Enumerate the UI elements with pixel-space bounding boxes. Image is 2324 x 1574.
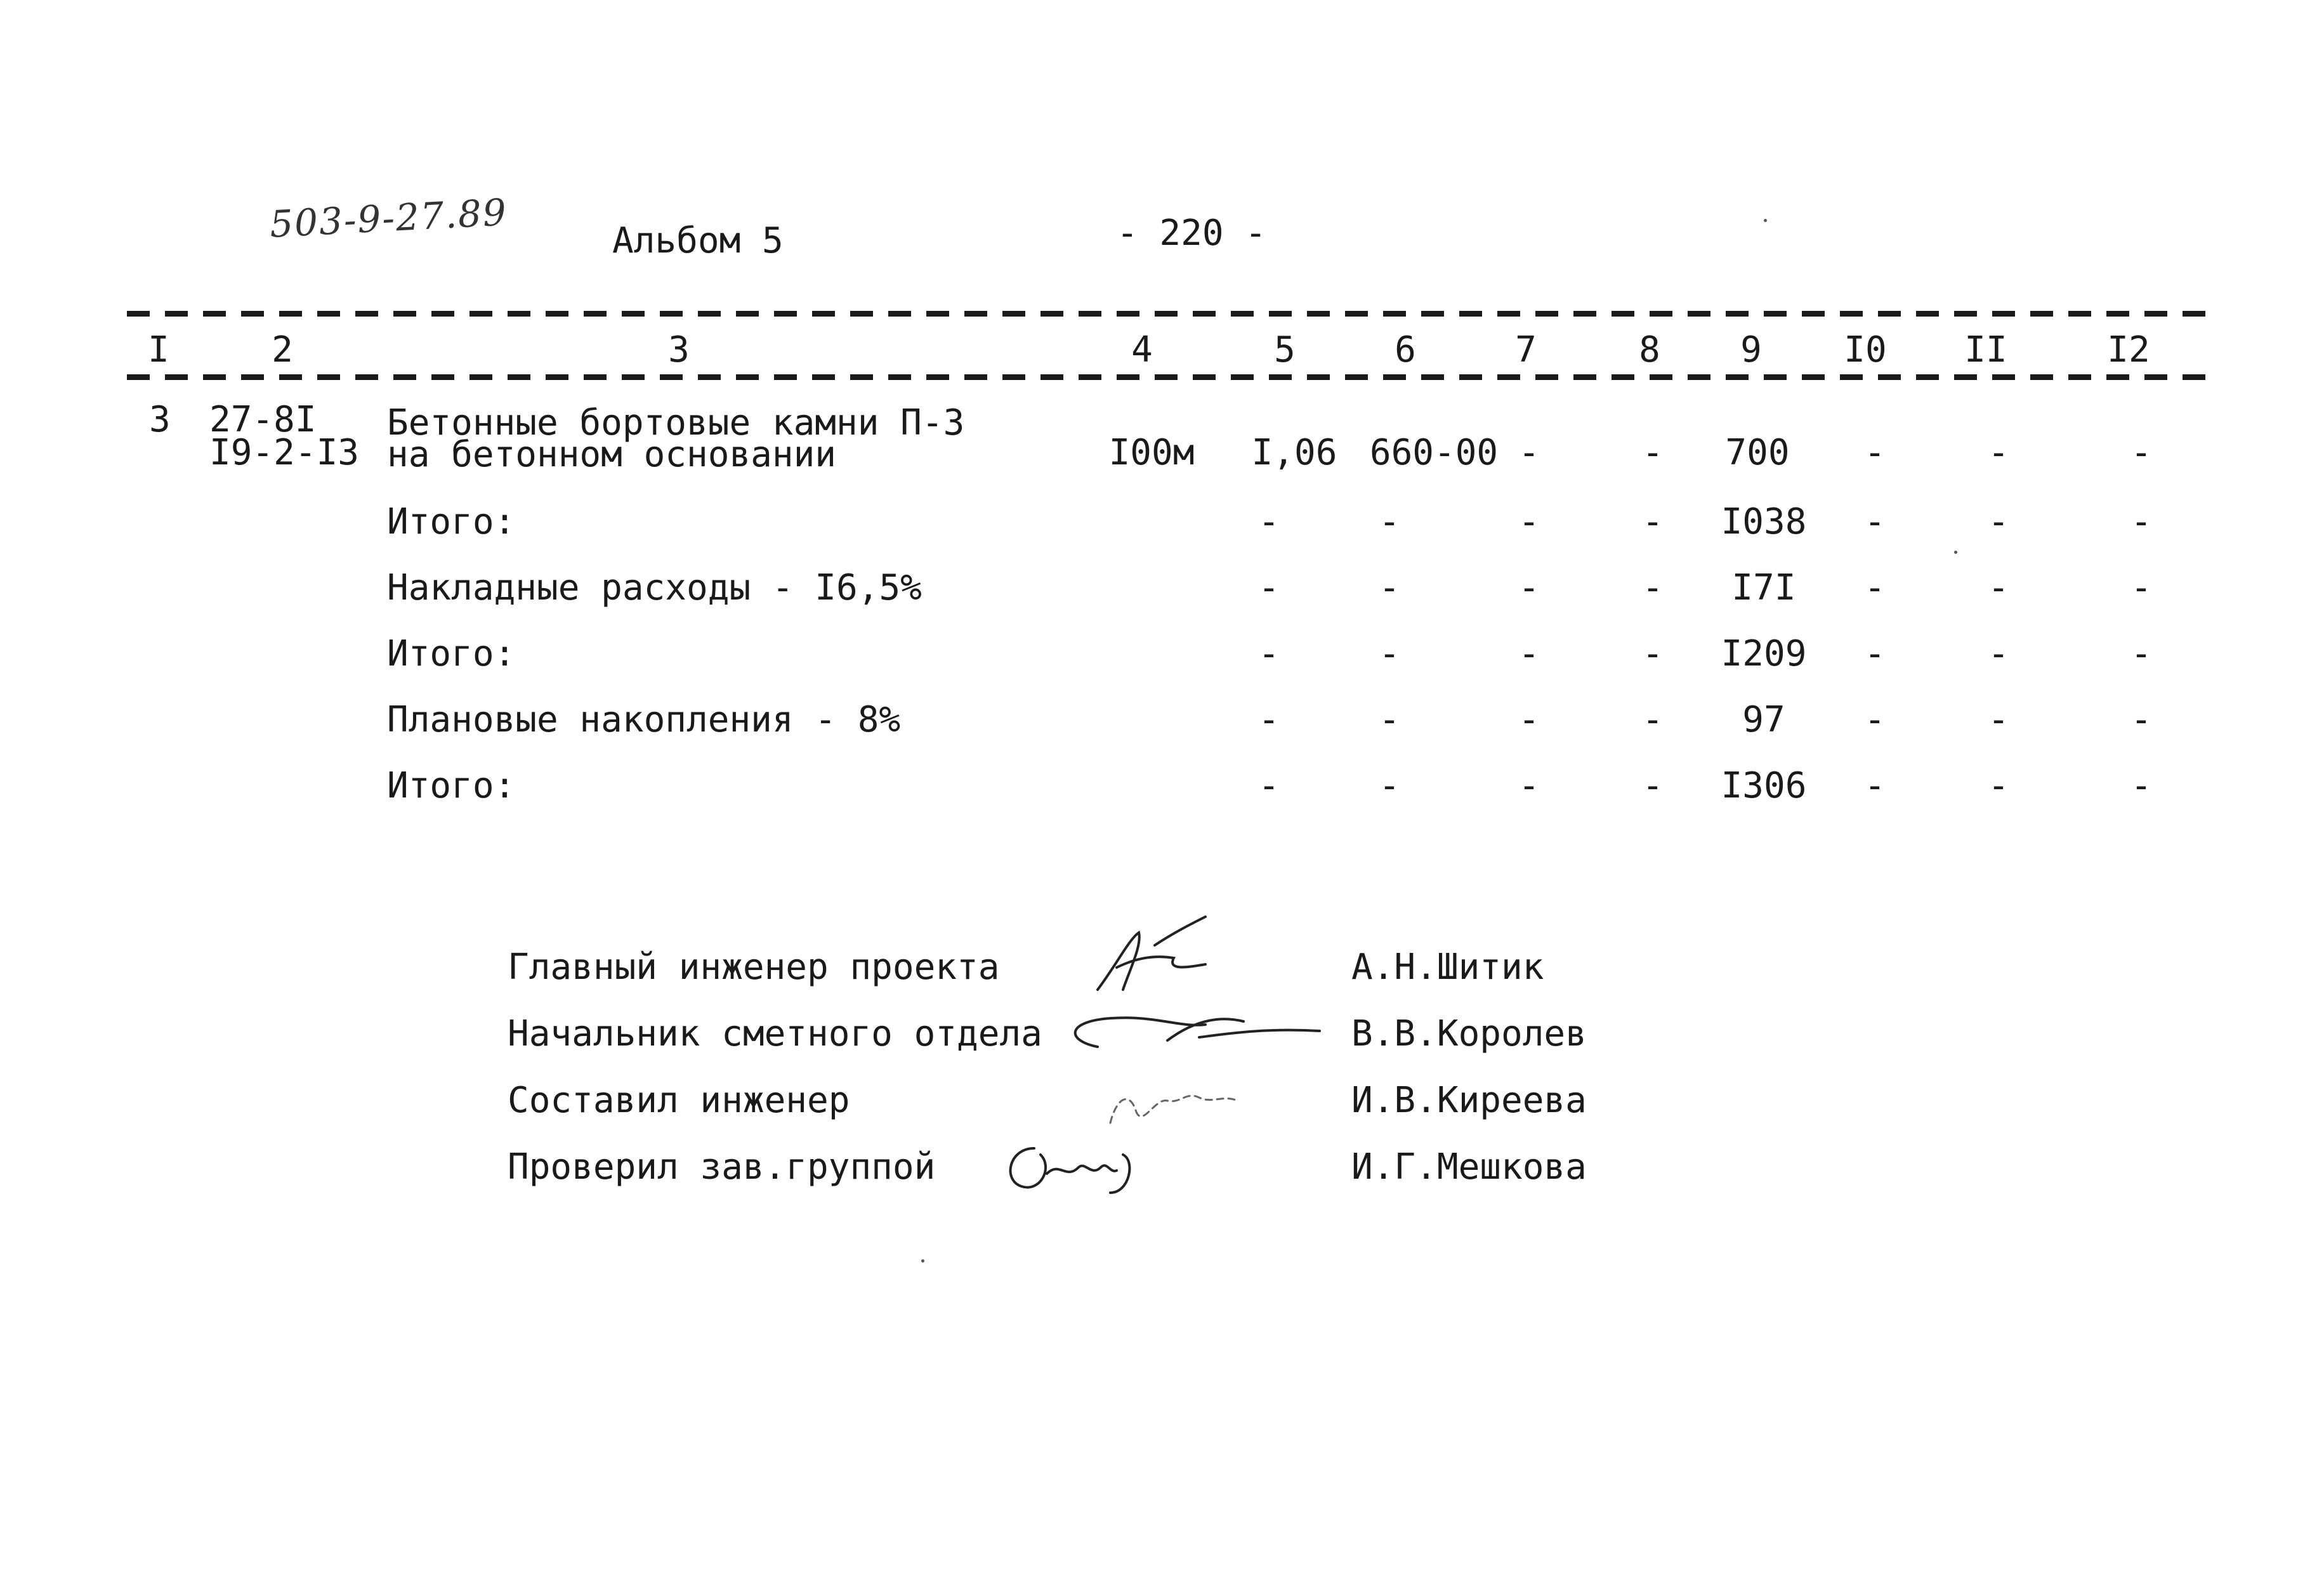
row-cell-c8: - <box>1642 699 1664 740</box>
item-number: 3 <box>149 399 171 440</box>
column-header: I2 <box>2107 329 2150 371</box>
item-code-line1: 27-8I <box>209 399 317 440</box>
document-code: 503-9-27.89 <box>268 190 509 246</box>
column-header: I <box>148 329 169 371</box>
item-c7: - <box>1518 432 1540 473</box>
row-cell-c8: - <box>1642 765 1664 806</box>
row-label: Итого: <box>387 501 516 542</box>
row-cell-c7: - <box>1518 501 1540 542</box>
album-title: Альбом 5 <box>612 220 784 261</box>
row-cell-c8: - <box>1642 567 1664 608</box>
item-price: 660-00 <box>1369 432 1499 473</box>
item-c9: 700 <box>1725 432 1790 473</box>
column-header: 2 <box>272 329 293 371</box>
item-qty: I,06 <box>1251 432 1337 473</box>
column-header: 8 <box>1639 329 1660 371</box>
item-c10: - <box>1864 432 1886 473</box>
row-cell-c11: - <box>1988 765 2009 806</box>
row-cell-c7: - <box>1518 699 1540 740</box>
row-cell-c10: - <box>1864 501 1886 542</box>
signature-role: Составил инженер <box>508 1080 850 1121</box>
column-header: 7 <box>1515 329 1537 371</box>
column-header: 9 <box>1740 329 1762 371</box>
column-header: 3 <box>668 329 690 371</box>
item-c11: - <box>1988 432 2009 473</box>
signature-role: Главный инженер проекта <box>508 947 1000 988</box>
signature-role: Проверил зав.группой <box>508 1146 936 1188</box>
row-cell-c11: - <box>1988 633 2009 674</box>
scan-speck <box>1954 551 1957 554</box>
row-cell-c12: - <box>2130 567 2152 608</box>
row-cell-c5: - <box>1258 699 1280 740</box>
table-row <box>0 569 2324 607</box>
handwritten-signature-2 <box>1053 1002 1332 1072</box>
row-cell-c7: - <box>1518 765 1540 806</box>
row-label: Плановые накопления - 8% <box>387 699 901 740</box>
column-header: 4 <box>1131 329 1153 371</box>
row-cell-c6: - <box>1379 501 1400 542</box>
item-code-line2: I9-2-I3 <box>209 432 360 473</box>
table-row <box>0 767 2324 805</box>
row-cell-c6: - <box>1379 699 1400 740</box>
row-cell-c9: I306 <box>1721 765 1807 806</box>
item-c12: - <box>2130 432 2152 473</box>
handwritten-signature-1 <box>1079 907 1256 1009</box>
row-cell-c9: I7I <box>1731 567 1796 608</box>
row-cell-c12: - <box>2130 501 2152 542</box>
row-cell-c11: - <box>1988 699 2009 740</box>
column-header-row <box>0 331 2324 369</box>
signature-role: Начальник сметного отдела <box>508 1013 1042 1054</box>
row-cell-c10: - <box>1864 699 1886 740</box>
row-cell-c9: 97 <box>1742 699 1785 740</box>
scan-speck <box>921 1259 924 1262</box>
row-cell-c12: - <box>2130 633 2152 674</box>
row-cell-c6: - <box>1379 765 1400 806</box>
row-label: Итого: <box>387 633 516 674</box>
column-header: I0 <box>1844 329 1887 371</box>
row-cell-c11: - <box>1988 501 2009 542</box>
item-unit: I00м <box>1108 432 1195 473</box>
row-cell-c7: - <box>1518 567 1540 608</box>
table-row <box>0 503 2324 541</box>
signature-name: А.Н.Шитик <box>1351 947 1544 988</box>
row-cell-c12: - <box>2130 699 2152 740</box>
column-header: II <box>1964 329 2007 371</box>
row-cell-c5: - <box>1258 765 1280 806</box>
item-name-line2: на бетонном основании <box>387 434 837 475</box>
row-cell-c5: - <box>1258 633 1280 674</box>
row-cell-c6: - <box>1379 567 1400 608</box>
page-number: - 220 - <box>1117 213 1267 254</box>
row-cell-c9: I038 <box>1721 501 1807 542</box>
row-cell-c6: - <box>1379 633 1400 674</box>
table-top-rule <box>127 311 2217 317</box>
row-cell-c5: - <box>1258 501 1280 542</box>
row-cell-c10: - <box>1864 633 1886 674</box>
row-cell-c9: I209 <box>1721 633 1807 674</box>
row-cell-c10: - <box>1864 567 1886 608</box>
row-cell-c8: - <box>1642 633 1664 674</box>
row-cell-c10: - <box>1864 765 1886 806</box>
column-header: 6 <box>1395 329 1416 371</box>
signature-name: В.В.Королев <box>1351 1013 1587 1054</box>
item-c8: - <box>1642 432 1664 473</box>
row-cell-c5: - <box>1258 567 1280 608</box>
row-label: Итого: <box>387 765 516 806</box>
handwritten-signature-4 <box>990 1123 1167 1205</box>
scan-speck <box>1764 219 1767 222</box>
table-row <box>0 635 2324 673</box>
item-name-line1: Бетонные бортовые камни П-3 <box>387 402 965 443</box>
table-row <box>0 701 2324 739</box>
table-row-item <box>0 401 2324 483</box>
row-cell-c11: - <box>1988 567 2009 608</box>
signature-name: И.В.Киреева <box>1351 1080 1587 1121</box>
signature-name: И.Г.Мешкова <box>1351 1146 1587 1188</box>
row-cell-c7: - <box>1518 633 1540 674</box>
row-cell-c12: - <box>2130 765 2152 806</box>
column-header: 5 <box>1274 329 1296 371</box>
row-label: Накладные расходы - I6,5% <box>387 567 922 608</box>
row-cell-c8: - <box>1642 501 1664 542</box>
table-header-rule <box>127 374 2217 380</box>
